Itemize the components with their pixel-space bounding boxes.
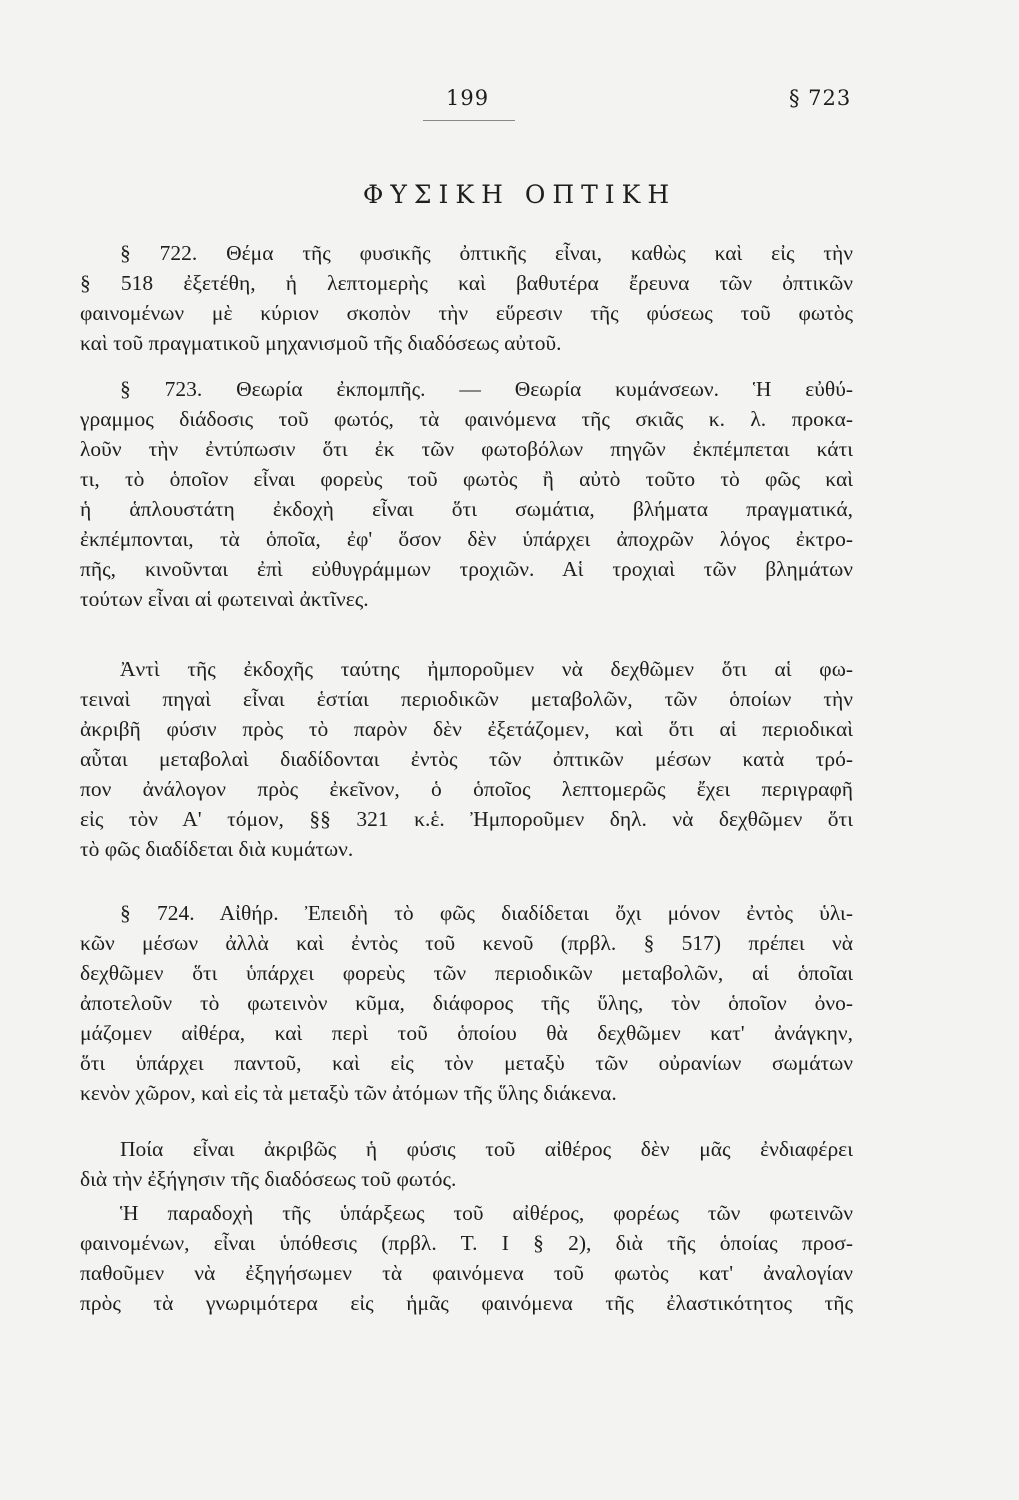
text-line: Ποία εἶναι ἀκριβῶς ἡ φύσις τοῦ αἰθέρος δὲν μᾶς ἐνδιαφέρει: [120, 1137, 853, 1161]
text-line: ἐκπέμπονται, τὰ ὁποῖα, ἐφ' ὅσον δὲν ὑπάρχει ἀποχρῶν λόγος ἐκτρο-: [80, 527, 853, 551]
page-header: [0, 86, 1019, 116]
text-line: ἡ ἁπλουστάτη ἐκδοχὴ εἶναι ὅτι σωμάτια, βλήματα πραγματικά,: [80, 497, 853, 521]
text-line: κῶν μέσων ἀλλὰ καὶ ἐντὸς τοῦ κενοῦ (πρβλ. § 517) πρέπει νὰ: [80, 931, 853, 955]
text-line: καὶ τοῦ πραγματικοῦ μηχανισμοῦ τῆς διαδόσεως αὐτοῦ.: [80, 331, 562, 355]
text-line: διὰ τὴν ἐξήγησιν τῆς διαδόσεως τοῦ φωτός.: [80, 1167, 457, 1191]
text-line: φαινομένων, εἶναι ὑπόθεσις (πρβλ. Τ. Ι § 2), διὰ τῆς ὁποίας προσ-: [80, 1231, 853, 1255]
text-line: ὅτι ὑπάρχει παντοῦ, καὶ εἰς τὸν μεταξὺ τῶν οὐρανίων σωμάτων: [80, 1051, 853, 1075]
text-line: μάζομεν αἰθέρα, καὶ περὶ τοῦ ὁποίου θὰ δεχθῶμεν κατ' ἀνάγκην,: [80, 1021, 853, 1045]
text-line: γραμμος διάδοσις τοῦ φωτός, τὰ φαινόμενα τῆς σκιᾶς κ. λ. προκα-: [80, 407, 853, 431]
section-reference: § 723: [789, 86, 852, 110]
text-line: § 724. Αἰθήρ. Ἐπειδὴ τὸ φῶς διαδίδεται ὄχι μόνον ἐντὸς ὑλι-: [120, 901, 853, 925]
text-line: τὸ φῶς διαδίδεται διὰ κυμάτων.: [80, 837, 354, 861]
text-line: Ἀντὶ τῆς ἐκδοχῆς ταύτης ἠμποροῦμεν νὰ δεχθῶμεν ὅτι αἱ φω-: [120, 657, 853, 681]
text-line: κενὸν χῶρον, καὶ εἰς τὰ μεταξὺ τῶν ἀτόμων τῆς ὕλης διάκενα.: [80, 1081, 617, 1105]
paragraph-723: [80, 374, 853, 614]
paragraph-waves: [80, 654, 853, 864]
text-line: ἀκριβῆ φύσιν πρὸς τὸ παρὸν δὲν ἐξετάζομεν, καὶ ὅτι αἱ περιοδικαὶ: [80, 717, 853, 741]
paragraph-724: [80, 898, 853, 1108]
text-line: πρὸς τὰ γνωριμότερα εἰς ἡμᾶς φαινόμενα τῆς ἐλαστικότητος τῆς: [80, 1291, 853, 1315]
text-line: § 723. Θεωρία ἐκπομπῆς. — Θεωρία κυμάνσεων. Ἡ εὐθύ-: [120, 377, 853, 401]
text-line: παθοῦμεν νὰ ἐξηγήσωμεν τὰ φαινόμενα τοῦ φωτὸς κατ' ἀναλογίαν: [80, 1261, 853, 1285]
text-line: τειναὶ πηγαὶ εἶναι ἑστίαι περιοδικῶν μεταβολῶν, τῶν ὁποίων τὴν: [80, 687, 853, 711]
text-line: πον ἀνάλογον πρὸς ἐκεῖνον, ὁ ὁποῖος λεπτομερῶς ἔχει περιγραφῆ: [80, 777, 853, 801]
text-line: Ἡ παραδοχὴ τῆς ὑπάρξεως τοῦ αἰθέρος, φορέως τῶν φωτεινῶν: [120, 1201, 853, 1225]
chapter-title: ΦΥΣΙΚΗ ΟΠΤΙΚΗ: [362, 180, 677, 209]
paragraph-722: [80, 238, 853, 358]
paragraph-aether-nature: [80, 1134, 853, 1194]
text-line: δεχθῶμεν ὅτι ὑπάρχει φορεὺς τῶν περιοδικῶν μεταβολῶν, αἱ ὁποῖαι: [80, 961, 853, 985]
paragraph-hypothesis: [80, 1198, 853, 1318]
text-line: φαινομένων μὲ κύριον σκοπὸν τὴν εὕρεσιν τῆς φύσεως τοῦ φωτὸς: [80, 301, 853, 325]
text-line: τούτων εἶναι αἱ φωτειναὶ ἀκτῖνες.: [80, 587, 369, 611]
text-line: εἰς τὸν Α' τόμον, §§ 321 κ.ἑ. Ἠμποροῦμεν δηλ. νὰ δεχθῶμεν ὅτι: [80, 807, 853, 831]
text-line: αὗται μεταβολαὶ διαδίδονται ἐντὸς τῶν ὀπτικῶν μέσων κατὰ τρό-: [80, 747, 853, 771]
text-line: τι, τὸ ὁποῖον εἶναι φορεὺς τοῦ φωτὸς ἢ αὐτὸ τοῦτο τὸ φῶς καὶ: [80, 467, 853, 491]
text-line: § 722. Θέμα τῆς φυσικῆς ὀπτικῆς εἶναι, καθὼς καὶ εἰς τὴν: [120, 241, 853, 265]
page-number-underline: [423, 116, 515, 121]
text-line: λοῦν τὴν ἐντύπωσιν ὅτι ἐκ τῶν φωτοβόλων πηγῶν ἐκπέμπεται κάτι: [80, 437, 853, 461]
text-line: πῆς, κινοῦνται ἐπὶ εὐθυγράμμων τροχιῶν. Αἱ τροχιαὶ τῶν βλημάτων: [80, 557, 853, 581]
page-number: 199: [446, 86, 490, 110]
text-line: § 518 ἐξετέθη, ἡ λεπτομερὴς καὶ βαθυτέρα ἔρευνα τῶν ὀπτικῶν: [80, 271, 853, 295]
text-line: ἀποτελοῦν τὸ φωτεινὸν κῦμα, διάφορος τῆς ὕλης, τὸν ὁποῖον ὀνο-: [80, 991, 853, 1015]
